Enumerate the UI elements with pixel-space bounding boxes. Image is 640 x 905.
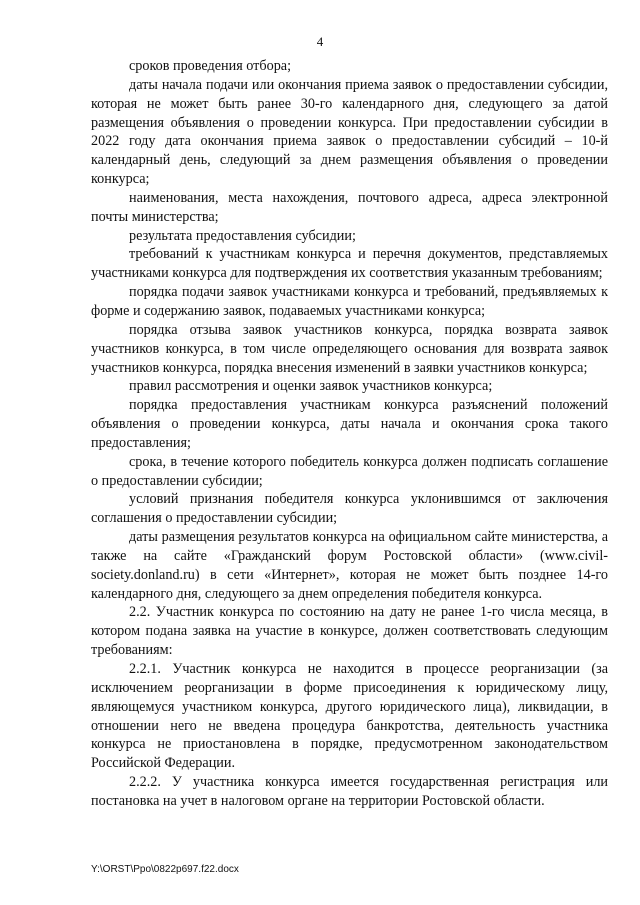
- paragraph: наименования, места нахождения, почтового адреса, адреса электронной почты министерства;: [91, 189, 608, 225]
- document-body: [91, 57, 608, 811]
- page-number: 4: [316, 34, 324, 49]
- paragraph: порядка подачи заявок участниками конкурса и требований, предъявляемых к форме и содержанию заявок, подаваемых участниками конкурса;: [91, 284, 608, 319]
- paragraph: даты начала подачи или окончания приема заявок о предоставлении субсидии, которая не может быть ранее 30-го календарного дня, следующего за датой размещения объявления о проведении конкурса. При предоставлении субсидии в 2022 году дата окончания приема заявок о предоставлении субсидий – 10-й календарный день, следующий за днем размещения объявления о проведении конкурса;: [91, 76, 608, 188]
- paragraph: даты размещения результатов конкурса на официальном сайте министерства, а также на сайте «Гражданский форум Ростовской области» (www.civil-society.donland.ru) в сети «Интернет», которая не может быть позднее 14-го календарного дня, следующего за днем определения победителя конкурса.: [91, 529, 608, 602]
- subsection-paragraph: 2.2.1. Участник конкурса не находится в процессе реорганизации (за исключением реорганизации в форме присоединения к юридическому лицу, являющемуся участником конкурса, другого юридического лица), ликвидации, в отношении него не введена процедура банкротства, деятельность участника конкурса не приостановлена в порядке, предусмотренном законодательством Российской Федерации.: [91, 661, 608, 772]
- section-paragraph: 2.2. Участник конкурса по состоянию на дату не ранее 1-го числа месяца, в котором подана заявка на участие в конкурсе, должен соответствовать следующим требованиям:: [91, 604, 608, 659]
- paragraph: условий признания победителя конкурса уклонившимся от заключения соглашения о предоставлении субсидии;: [91, 491, 608, 527]
- paragraph: правил рассмотрения и оценки заявок участников конкурса;: [129, 378, 493, 395]
- file-path-footer: Y:\ORST\Ppo\0822p697.f22.docx: [91, 864, 239, 875]
- subsection-paragraph: 2.2.2. У участника конкурса имеется государственная регистрация или постановка на учет в налоговом органе на территории Ростовской области.: [91, 774, 608, 809]
- paragraph: сроков проведения отбора;: [129, 58, 292, 74]
- paragraph: порядка предоставления участникам конкурса разъяснений положений объявления о проведении конкурса, даты начала и окончания срока такого предоставления;: [91, 397, 608, 451]
- paragraph: результата предоставления субсидии;: [129, 227, 356, 244]
- paragraph: требований к участникам конкурса и перечня документов, представляемых участниками конкурса для подтверждения их соответствия указанным требованиям;: [91, 246, 608, 282]
- paragraph: срока, в течение которого победитель конкурса должен подписать соглашение о предоставлении субсидии;: [91, 453, 608, 489]
- paragraph: порядка отзыва заявок участников конкурса, порядка возврата заявок участников конкурса, в том числе определяющего основания для возврата заявок участников конкурса, порядка внесения изменений в заявки участников конкурса;: [91, 321, 608, 376]
